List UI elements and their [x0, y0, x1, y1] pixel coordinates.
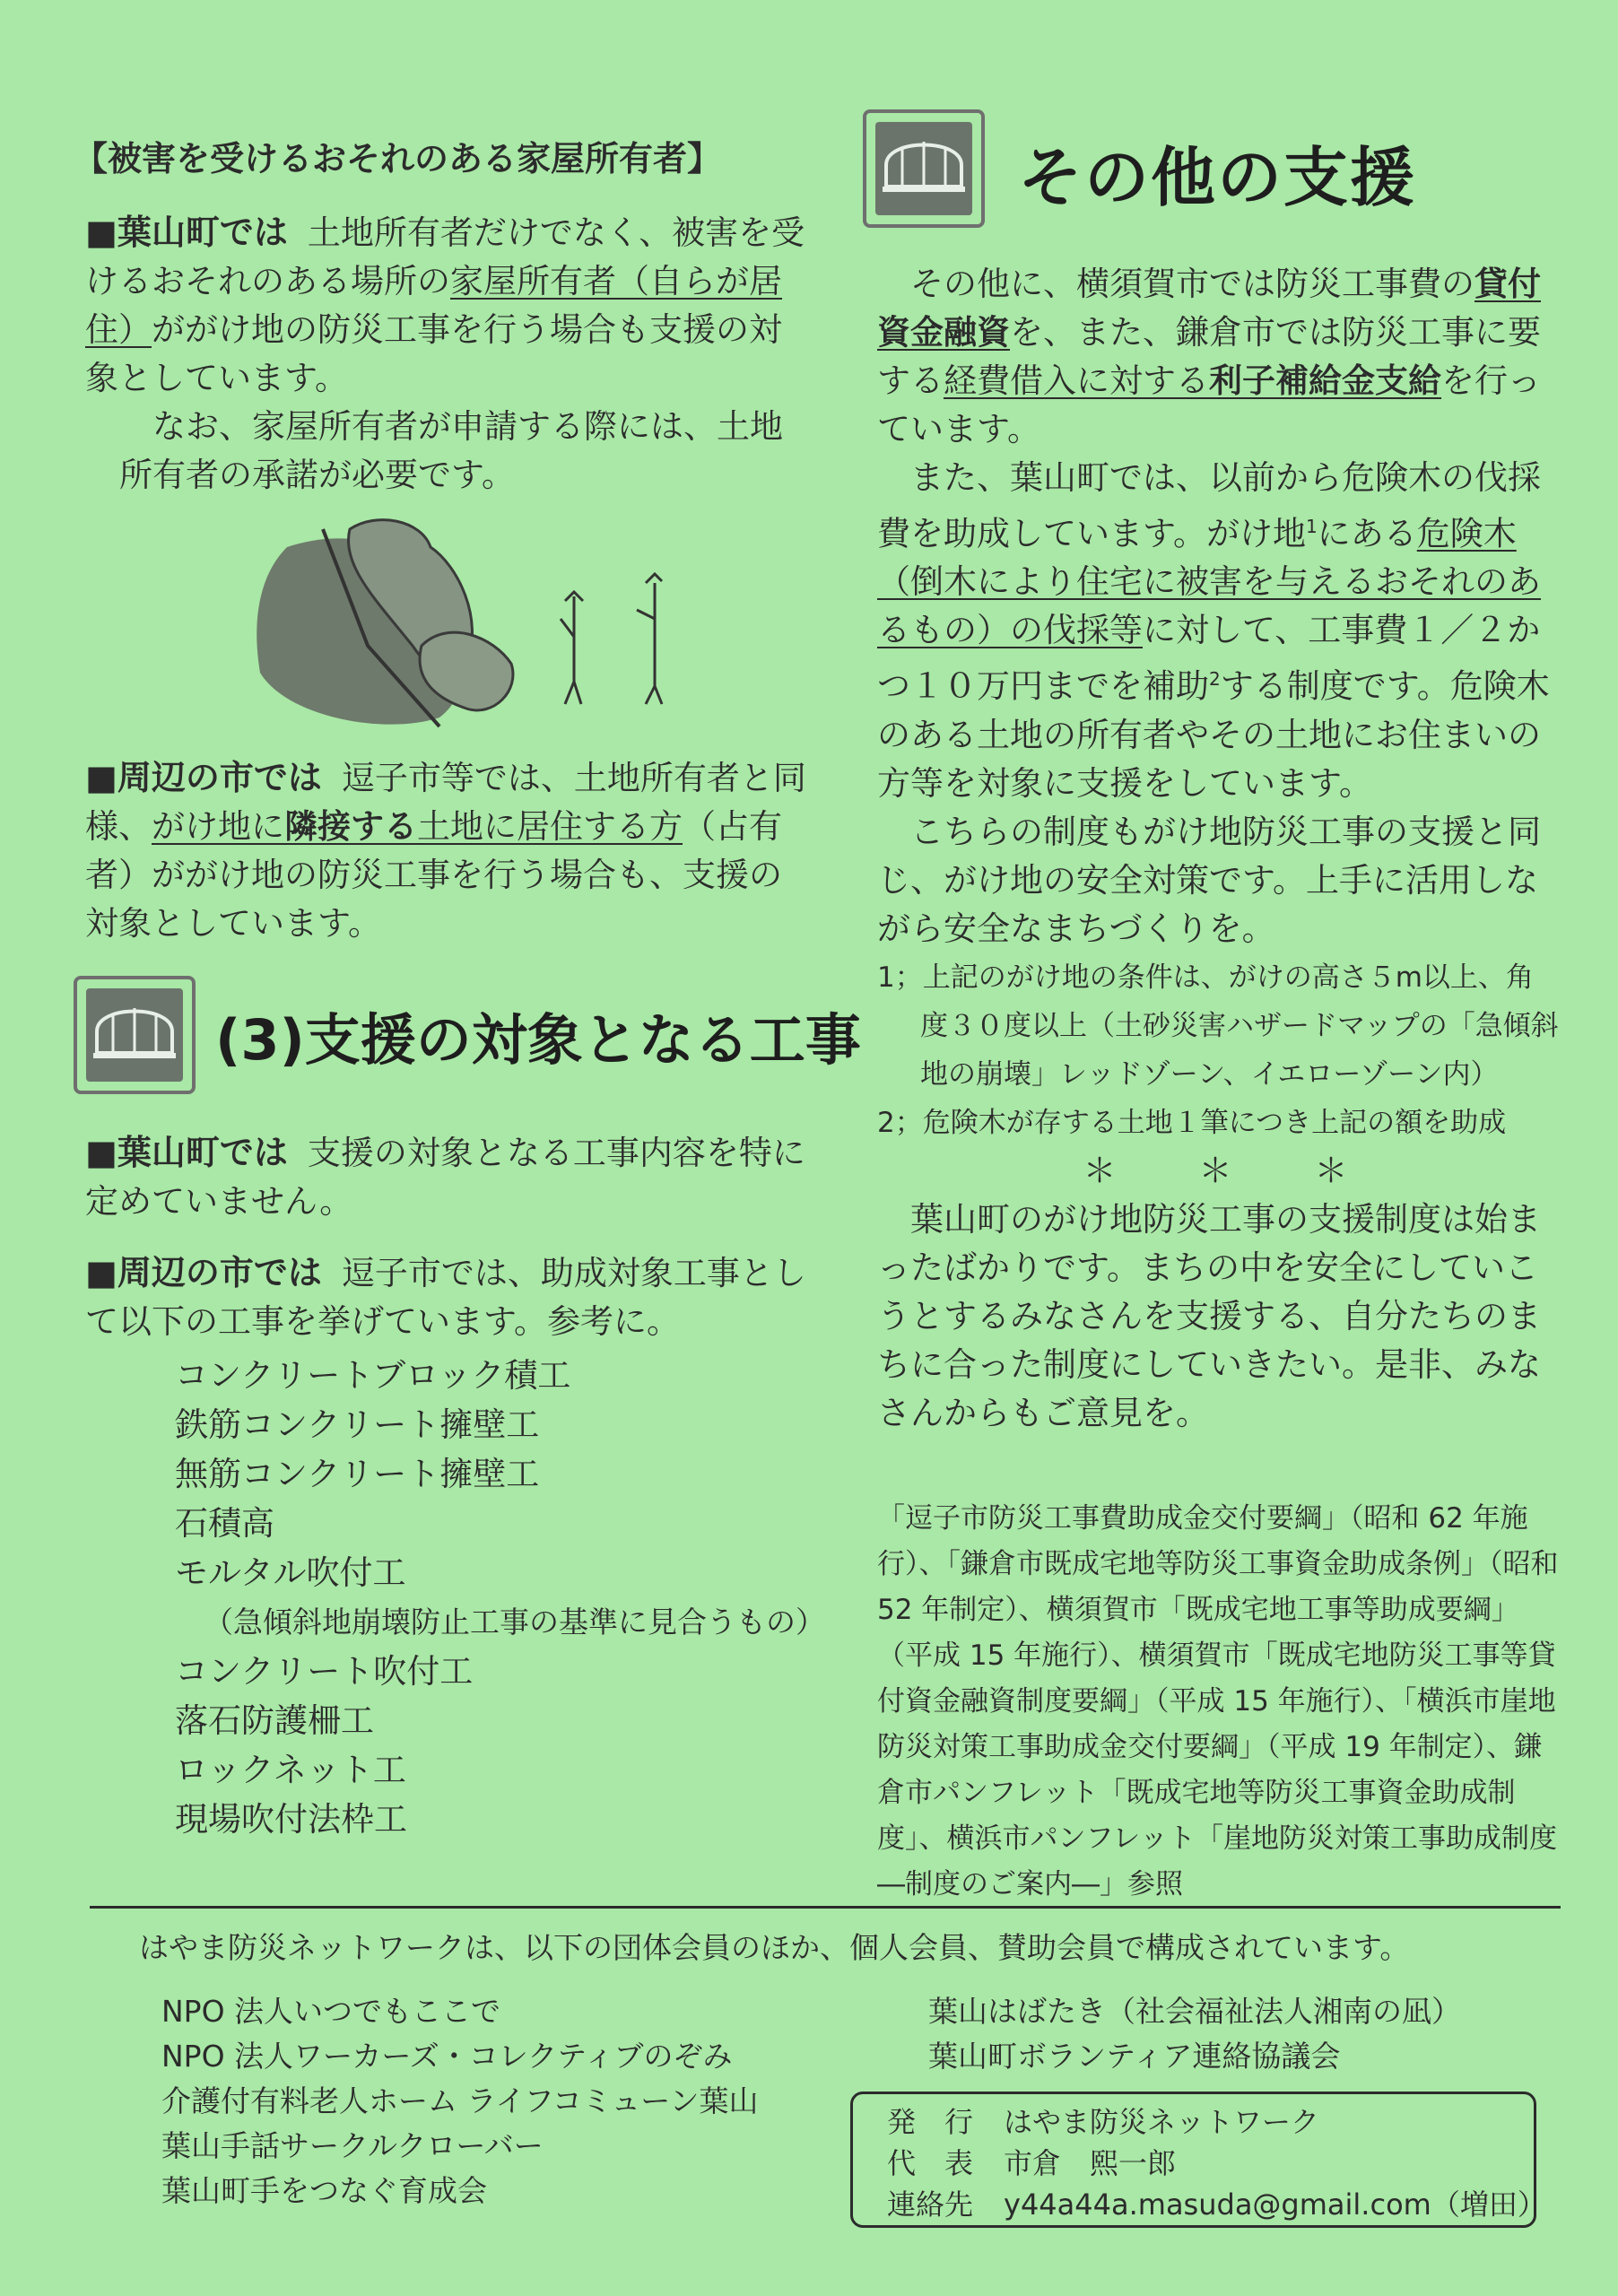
- publisher-label: 発 行: [887, 2105, 974, 2139]
- text: に対して、工事費１／２かつ１０万円までを補助: [877, 611, 1541, 706]
- other-support-title: その他の支援: [1018, 140, 1417, 215]
- text: を行っています。: [877, 361, 1541, 448]
- list-item: 介護付有料老人ホーム ライフコミューン葉山: [161, 2083, 759, 2118]
- hayama2-label: ■葉山町では: [85, 1133, 288, 1172]
- nearby-owners-paragraph: [85, 753, 812, 948]
- text: 逗子市等では、土地所有者と同様、: [85, 759, 806, 846]
- list-item: 葉山町ボランティア連絡協議会: [928, 2039, 1341, 2074]
- nearby2-text: 逗子市では、助成対象工事として以下の工事を挙げています。参考に。: [85, 1254, 806, 1341]
- contact-label: 連絡先: [887, 2187, 974, 2222]
- member-list-left: [161, 1989, 759, 2213]
- list-item: 落石防護柵工: [175, 1701, 374, 1740]
- underlined-text: 家屋所有者（自らが居住）: [85, 262, 782, 349]
- text: 土地所有者だけでなく、被害を受けるおそれのある場所の: [85, 213, 805, 300]
- list-item: ロックネット工: [175, 1751, 406, 1789]
- hayama2-text: 支援の対象となる工事内容を特に定めていません。: [85, 1134, 805, 1221]
- text: を、また、鎌倉市では防災工事に要する: [877, 313, 1541, 400]
- other-support-body: [877, 260, 1559, 1438]
- greenhouse-icon: [863, 109, 985, 228]
- underlined-bold-text: 貸付資金融資: [877, 265, 1541, 352]
- member-list-right: [928, 1989, 1461, 2079]
- publisher-values: [1004, 2101, 1546, 2225]
- divider: [90, 1906, 1561, 1909]
- section-heading-owners: 【被害を受けるおそれのある家屋所有者】: [74, 139, 722, 178]
- paragraph-closing: 葉山町のがけ地防災工事の支援制度は始まったばかりです。まちの中を安全にしていこうとするみなさんを支援する、自分たちのまちに合った制度にしていきたい。是非、みなさんからもご意見を。: [877, 1199, 1541, 1432]
- footnote-2: 2；危険木が存する土地１筆につき上記の額を助成: [877, 1106, 1507, 1139]
- rep-label: 代 表: [887, 2146, 974, 2180]
- underlined-bold-text: 隣接する: [284, 807, 417, 846]
- list-item: 葉山町手をつなぐ育成会: [161, 2173, 487, 2208]
- works-list: [175, 1351, 825, 1844]
- hayama-label: ■葉山町では: [85, 213, 288, 252]
- underlined-text: 危険木（倒木により住宅に被害を与えるおそれのあるもの）の伐採等: [877, 514, 1541, 650]
- underlined-text: 土地に居住する方: [417, 807, 683, 846]
- rep-value: 市倉 熙一郎: [1004, 2146, 1177, 2180]
- section3-title: (3)支援の対象となる工事: [215, 1007, 861, 1073]
- paragraph-safety: こちらの制度もがけ地防災工事の支援と同じ、がけ地の安全対策です。上手に活用しながら安全なまちづくりを。: [877, 812, 1541, 948]
- list-item: NPO 法人ワーカーズ・コレクティブのぞみ: [161, 2039, 733, 2074]
- list-item: 現場吹付法枠工: [175, 1800, 407, 1839]
- nearby-owners-block: [85, 753, 812, 948]
- nearby-works-block: [85, 1248, 812, 1346]
- list-item: 葉山はばたき（社会福祉法人湘南の凪）: [928, 1994, 1461, 2029]
- list-item: 葉山手話サークルクローバー: [161, 2128, 544, 2163]
- text: する制度です。危険木のある土地の所有者やその土地にお住まいの方等を対象に支援をしています。: [877, 666, 1550, 803]
- contact-value: y44a44a.masuda@gmail.com（増田）: [1004, 2187, 1546, 2222]
- footer-intro: はやま防災ネットワークは、以下の団体会員のほか、個人会員、賛助会員で構成されています。: [139, 1930, 1410, 1965]
- hayama-note-paragraph: なお、家屋所有者が申請する際には、土地所有者の承諾が必要です。: [119, 407, 783, 494]
- landslide-illustration: [251, 511, 700, 735]
- nearby-label: ■周辺の市では: [85, 758, 322, 797]
- list-item: モルタル吹付工: [175, 1553, 406, 1592]
- footnote-1: 1；上記のがけ地の条件は、がけの高さ５m以上、角度３０度以上（土砂災害ハザードマップの「急傾斜地の崩壊」レッドゾーン、イエローゾーン内）: [877, 961, 1559, 1091]
- nearby2-label: ■周辺の市では: [85, 1253, 322, 1292]
- text: にある: [1317, 514, 1417, 553]
- references: 「逗子市防災工事費助成金交付要綱」（昭和 62 年施行）、「鎌倉市既成宅地等防災工事資金助成条例」（昭和 52 年制定）、横須賀市「既成宅地工事等助成要綱」（平成 15 年施行）、横須賀市「既成宅地防災工事等貸付資金融資制度要綱」（平成 15 年施行）、「横浜市崖地防災対策工事助成金交付要綱」（平成 19 年制定）、鎌倉市パンフレット「既成宅地等防災工事資金助成制度」、横浜市パンフレット「崖地防災対策工事助成制度―制度のご案内―」参照: [877, 1502, 1559, 1900]
- underlined-bold-text: 利子補給金支給: [1209, 361, 1441, 400]
- footnote-ref: 1: [1306, 516, 1318, 537]
- publisher-box: [850, 2092, 1546, 2228]
- publisher-value: はやま防災ネットワーク: [1004, 2105, 1320, 2139]
- separator-stars: ＊ ＊ ＊: [1083, 1151, 1353, 1190]
- list-item: （急傾斜地崩壊防止工事の基準に見合うもの）: [204, 1605, 825, 1639]
- paragraph-trees: [877, 454, 1559, 808]
- text: その他に、横須賀市では防災工事費の: [910, 265, 1474, 303]
- underlined-text: 経費借入に対する: [944, 361, 1209, 400]
- underlined-text: がけ地に: [152, 807, 284, 846]
- list-item: 無筋コンクリート擁壁工: [175, 1455, 540, 1493]
- text: ががけ地の防災工事を行う場合も支援の対象としています。: [85, 310, 782, 397]
- list-item: 鉄筋コンクリート擁壁工: [175, 1405, 540, 1444]
- text: （占有者）ががけ地の防災工事を行う場合も、支援の対象としています。: [85, 807, 782, 943]
- list-item: コンクリート吹付工: [175, 1652, 474, 1691]
- publisher-labels: [887, 2101, 973, 2225]
- hayama-owners-block: [85, 208, 812, 500]
- list-item: 石積高: [175, 1504, 274, 1543]
- footnote-ref: 2: [1209, 668, 1221, 691]
- list-item: NPO 法人いつでもここで: [161, 1994, 501, 2029]
- text: また、葉山町では、以前から危険木の伐採費を助成しています。がけ地: [877, 458, 1541, 553]
- list-item: コンクリートブロック積工: [175, 1356, 571, 1395]
- paragraph-loans: [877, 260, 1559, 454]
- hayama-works-block: [85, 1128, 812, 1226]
- hayama-owners-paragraph: [85, 208, 812, 403]
- greenhouse-icon: [74, 976, 196, 1094]
